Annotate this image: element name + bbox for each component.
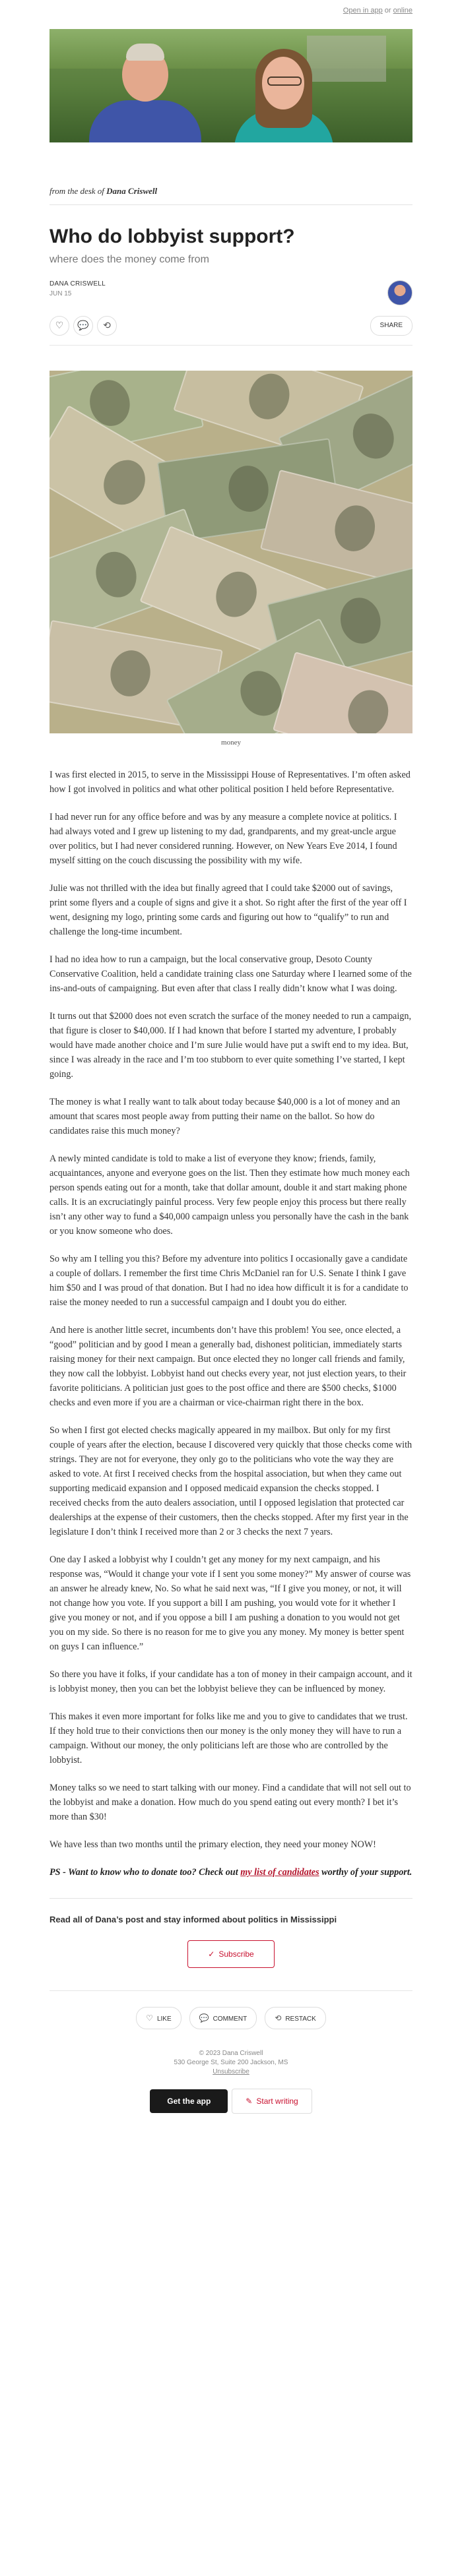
subscribe-label: Subscribe xyxy=(218,1949,254,1959)
restack-icon: ⟲ xyxy=(275,2013,282,2023)
paragraph: We have less than two months until the primary election, they need your money NOW! xyxy=(50,1839,376,1850)
paragraph: It turns out that $2000 does not even scratch the surface of the money needed to run a campaign, that figure is closer to $40,000. If I had known that before I started my adventure, I probably would have made another choice and I’m sure Julie would have put a swift end to my idea. But, since I was already in the race and I’m too stubborn to ever quite something I’ve started, I kept going. xyxy=(50,1011,412,1080)
post-date: JUN 15 xyxy=(50,290,72,297)
footer-cta xyxy=(50,2089,412,2114)
comment-button[interactable] xyxy=(73,316,93,336)
post-actions xyxy=(50,316,412,336)
footer-comment-button[interactable] xyxy=(189,2007,257,2029)
checkmark-icon: ✓ xyxy=(208,1949,215,1959)
paragraph: One day I asked a lobbyist why I couldn’t get any money for my next campaign, and his response was, “Would it change your vote if I sent you some money?” My answer of course was an answer he already knew, No. So what he said next was, “If I give you money, or not, it will not change how you vote. If you support a bill I am pushing, you would vote for it whether I give you money or not, and if you oppose a bill I am pushing a donation to you would not get you on my side. So there is no reason for me to give you any money. My money is better spent on guys I can influence.” xyxy=(50,1554,411,1652)
footer-like-label: LIKE xyxy=(156,2015,172,2023)
heart-icon: ♡ xyxy=(55,321,64,331)
from-the-desk-line xyxy=(50,186,412,197)
divider xyxy=(50,1898,412,1899)
desk-prefix: from the desk of xyxy=(50,186,107,196)
divider xyxy=(50,345,412,346)
paragraph: Money talks so we need to start talking with our money. Find a candidate that will not sell out to the lobbyist and make a donation. How much do you spend eating out every month? I bet it’s more than $30! xyxy=(50,1783,411,1822)
paragraph: The money is what I really want to talk about today because $40,000 is a lot of money and an amount that scares most people away from putting their name on the ballot. So how do candidates raise this much money? xyxy=(50,1097,401,1136)
divider xyxy=(50,1990,412,1991)
post-body xyxy=(50,768,412,1880)
footer-actions xyxy=(50,2007,412,2029)
image-caption: money xyxy=(221,739,241,747)
heart-icon: ♡ xyxy=(146,2013,153,2023)
paragraph: I had never run for any office before and was by any measure a complete novice at politics. I had always voted and I grew up listening to my dad, grandparents, and my great-uncle argue over politics, but I had never considered running. However, on New Years Eve 2014, I found myself sitting on the couch discussing the possibility with my wife. xyxy=(50,812,397,866)
unsubscribe-link[interactable]: Unsubscribe xyxy=(213,2068,249,2075)
divider xyxy=(50,204,412,205)
restack-button[interactable] xyxy=(97,316,117,336)
byline xyxy=(50,280,412,305)
footer-restack-label: RESTACK xyxy=(285,2015,316,2023)
paragraph: I had no idea how to run a campaign, but the local conservative group, Desoto County Conservative Coalition, held a candidate training class one Saturday where I learned some of the ins-and-outs of campaigning. But even after that class I really didn’t know what I was doing. xyxy=(50,954,412,994)
paragraph: So there you have it folks, if your candidate has a ton of money in their campaign account, and it is lobbyist money, then you can bet the lobbyist believe they can be influenced by money. xyxy=(50,1669,412,1694)
start-writing-label: Start writing xyxy=(256,2097,298,2106)
comment-icon: 💬 xyxy=(199,2013,209,2023)
paragraph: This makes it even more important for folks like me and you to give to candidates that we trust. If they hold true to their convictions then our money is the only money they will have to run a campaign. Without our money, the only politicians left are those who are controlled by the lobbyist. xyxy=(50,1711,408,1765)
like-button[interactable] xyxy=(50,316,69,336)
get-app-button[interactable]: Get the app xyxy=(150,2089,228,2113)
topbar-or-text: or xyxy=(382,7,393,15)
candidate-list-link[interactable]: my list of candidates xyxy=(240,1867,319,1878)
share-button[interactable]: SHARE xyxy=(370,316,412,336)
paragraph: Julie was not thrilled with the idea but finally agreed that I could take $2000 out of savings, print some flyers and a couple of signs and give it a shot. So right after the first of the year off I went, designing my logo, printing some cards and figuring out how to “qualify” to run and challenge the long-time incumbent. xyxy=(50,883,407,937)
desk-author: Dana Criswell xyxy=(106,186,158,196)
footer-like-button[interactable] xyxy=(136,2007,181,2029)
paragraph: I was first elected in 2015, to serve in the Mississippi House of Representatives. I’m often asked how I got involved in politics and what other political position I held before Representative. xyxy=(50,770,411,795)
topbar xyxy=(50,0,412,22)
header-banner-photo xyxy=(50,29,412,142)
ps-text-after: worthy of your support. xyxy=(319,1867,412,1878)
ps-text-before: PS - Want to know who to donate too? Check out xyxy=(50,1867,241,1878)
restack-icon: ⟲ xyxy=(103,321,111,331)
view-online-link[interactable]: online xyxy=(393,7,412,15)
post-subtitle: where does the money come from xyxy=(50,254,209,265)
paragraph: A newly minted candidate is told to make a list of everyone they know; friends, family, acquaintances, anyone and everyone goes on the list. Then they estimate how much money each person spends eating out for a month, take that dollar amount, double it and start making phone calls. It is an excruciatingly painful process. Very few people enjoy this process but there really isn’t any other way to fund a $40,000 campaign unless you personally have the cash in the bank or you know someone who does. xyxy=(50,1153,410,1237)
postscript xyxy=(50,1865,412,1880)
money-photo[interactable] xyxy=(50,371,412,733)
email-container xyxy=(50,0,412,2114)
address: 530 George St, Suite 200 Jackson, MS xyxy=(174,2059,288,2066)
pencil-icon: ✎ xyxy=(246,2097,253,2106)
paragraph: So when I first got elected checks magically appeared in my mailbox. But only for my first couple of years after the election, because I discovered very quickly that those checks come with strings. They are not for everyone, they only go to the politicians who vote the way they are asked to vote. At first I received checks from the hospital association, but when they came out supporting medicaid expansion and I opposed medicaid expansion the checks stopped. I received checks from the auto dealers association, until I opposed legislation that protected car dealerships at the expense of their customers, then the checks stopped. After my first year in the legislature I don’t think I received more than 2 or 3 checks the next 7 years. xyxy=(50,1425,412,1537)
author-name[interactable]: DANA CRISWELL xyxy=(50,280,106,288)
comment-icon: 💬 xyxy=(77,321,89,331)
footer-restack-button[interactable] xyxy=(265,2007,326,2029)
footer-info xyxy=(50,2049,412,2077)
start-writing-button[interactable] xyxy=(232,2089,312,2114)
author-avatar[interactable] xyxy=(387,280,412,305)
paragraph: And here is another little secret, incumbents don’t have this problem! You see, once elected, a “good” politician and by good I mean a generally bad, dishonest politician, immediately starts raising money for their next campaign. But once elected they no longer call friends and family, they now call the lobbyist. Lobbyist hand out checks every year, not just election years, to their favorite politicians. A politician just goes to the post office and there are $500 checks, $1000 checks and even more if you are a chairman or vice-chairman right there in the box. xyxy=(50,1325,407,1408)
subscribe-button[interactable] xyxy=(187,1940,275,1968)
paragraph: So why am I telling you this? Before my adventure into politics I occasionally gave a candidate a couple of dollars. I remember the first time Chris McDaniel ran for U.S. Senate I think I gave him $50 and I was proud of that donation. But I had no idea how difficult it is for a candidate to raise the money needed to run a successful campaign and I doubt you do either. xyxy=(50,1254,409,1308)
copyright: © 2023 Dana Criswell xyxy=(199,2050,263,2057)
open-in-app-link[interactable]: Open in app xyxy=(343,7,383,15)
post-title[interactable]: Who do lobbyist support? xyxy=(50,226,295,247)
footer-comment-label: COMMENT xyxy=(213,2015,248,2023)
read-all-prompt: Read all of Dana’s post and stay informed about politics in Mississippi xyxy=(50,1915,337,1924)
